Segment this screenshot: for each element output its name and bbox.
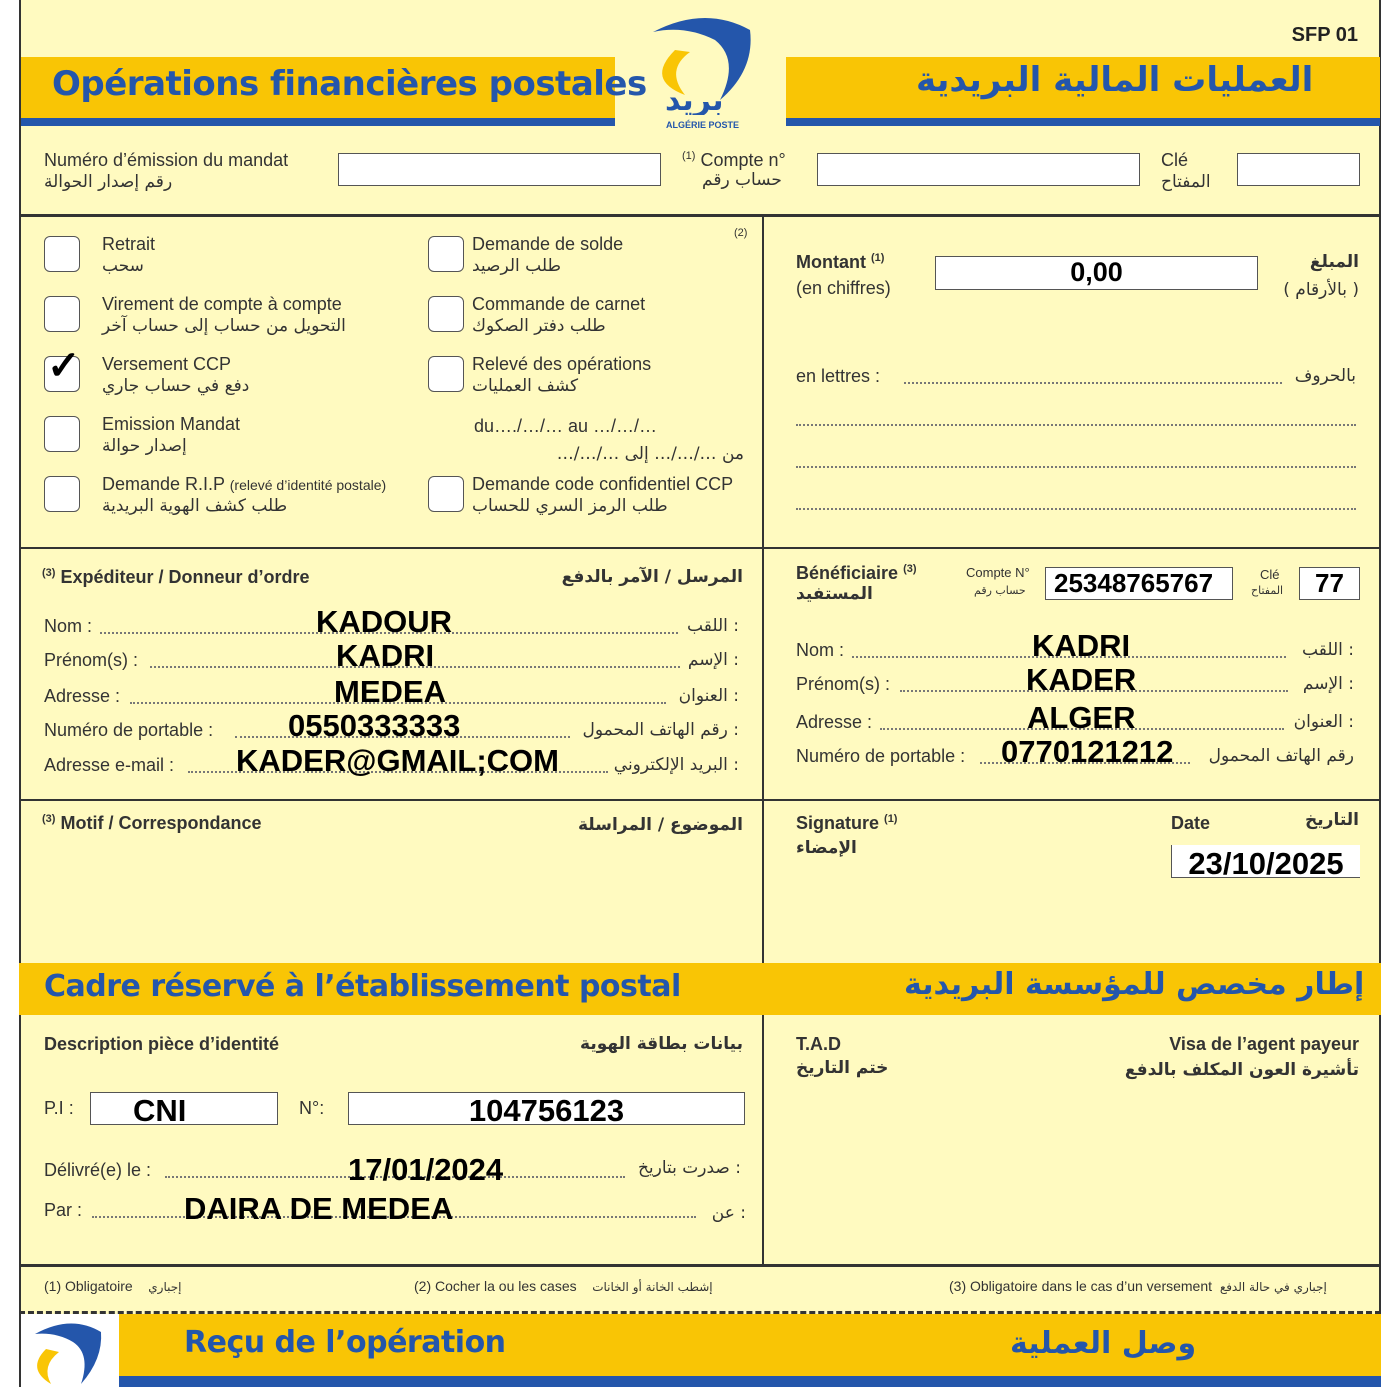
montant-label-fr: Montant xyxy=(796,252,866,272)
visa-label-ar: تأشيرة العون المكلف بالدفع xyxy=(1124,1060,1359,1080)
divider xyxy=(762,215,764,963)
ben-compte-label-fr: Compte N° xyxy=(966,565,1030,580)
operation-label-ar: طلب الرصيد xyxy=(472,256,562,276)
operation-label-fr: Commande de carnet xyxy=(472,294,646,314)
lettres-label-fr: en lettres : xyxy=(796,366,881,386)
operation-checkbox[interactable] xyxy=(44,296,80,332)
note-marker: (1) xyxy=(884,813,898,825)
compte-label-fr: Compte n° xyxy=(700,150,786,170)
operation-checkbox[interactable] xyxy=(428,296,464,332)
tad-label-fr: T.A.D xyxy=(796,1034,841,1054)
beneficiary-account-input[interactable]: 25348765767 xyxy=(1045,567,1233,600)
footnote-ar: إشطب الخانة أو الخانات xyxy=(592,1280,713,1294)
operation-label-ar: طلب الرمز السري للحساب xyxy=(472,496,668,516)
blue-rule xyxy=(21,118,615,126)
prenom-label-ar: : الإسم xyxy=(687,650,739,670)
footnote-2 xyxy=(414,1278,713,1294)
operation-checkbox[interactable] xyxy=(44,416,80,452)
adresse-label-fr: Adresse : xyxy=(44,686,121,706)
visa-label-fr: Visa de l’agent payeur xyxy=(1169,1034,1359,1054)
blue-rule xyxy=(119,1376,1381,1387)
operation-label-fr: Relevé des opérations xyxy=(472,354,652,374)
checkmark-icon: ✓ xyxy=(47,344,81,388)
svg-text:بريد: بريد xyxy=(665,83,724,115)
montant-label-fr2: (en chiffres) xyxy=(796,278,891,298)
tel-value: 0550333333 xyxy=(288,708,461,743)
desc-label-fr: Description pièce d’identité xyxy=(44,1034,280,1054)
adresse-label-fr: Adresse : xyxy=(796,712,873,732)
mandat-label-fr: Numéro d’émission du mandat xyxy=(44,150,289,170)
nom-label-ar: : اللقب xyxy=(687,616,739,636)
receipt-logo xyxy=(21,1314,119,1387)
operation-label-fr: Emission Mandat xyxy=(102,414,241,434)
note-marker: (3) xyxy=(42,813,56,825)
note-marker: (1) xyxy=(871,252,885,264)
id-number-label: N°: xyxy=(299,1098,325,1118)
algerie-poste-logo xyxy=(645,10,760,130)
operation-label-ar: طلب دفتر الصكوك xyxy=(472,316,606,336)
id-number-input[interactable]: 104756123 xyxy=(348,1092,745,1125)
id-type-input[interactable]: CNI xyxy=(90,1092,278,1125)
period-fr: du…./…/… au …/…/… xyxy=(474,416,658,436)
logo-text: ALGÉRIE POSTE xyxy=(665,120,739,130)
par-label-ar: : عن xyxy=(711,1203,746,1223)
motif-title-fr: Motif / Correspondance xyxy=(60,813,262,833)
ben-cle-label-fr: Clé xyxy=(1260,567,1280,582)
email-value: KADER@GMAIL;COM xyxy=(236,743,559,778)
operation-label-ar: كشف العمليات xyxy=(472,376,579,396)
date-input[interactable]: 23/10/2025 xyxy=(1171,845,1360,878)
email-label-ar: : البريد الإلكتروني xyxy=(613,755,739,775)
prenom-label-fr: Prénom(s) : xyxy=(44,650,139,670)
tel-label-ar: : رقم الهاتف المحمول xyxy=(582,720,739,740)
beneficiaire-title-ar: المستفيد xyxy=(796,584,873,604)
operation-checkbox[interactable] xyxy=(44,236,80,272)
footnote-fr: (3) Obligatoire dans le cas d’un versement xyxy=(949,1278,1213,1294)
divider xyxy=(19,1264,1381,1267)
operation-label-fr: Demande R.I.P (relevé d’identité postale) xyxy=(102,474,387,494)
amount-words-line[interactable] xyxy=(796,466,1356,468)
delivre-label-ar: : صدرت بتاريخ xyxy=(637,1158,741,1178)
operation-checkbox[interactable] xyxy=(44,476,80,512)
operation-label-ar: دفع في حساب جاري xyxy=(102,376,250,396)
divider xyxy=(19,547,1381,549)
operation-checkbox[interactable] xyxy=(428,356,464,392)
form-code: SFP 01 xyxy=(1291,24,1358,46)
key-input[interactable] xyxy=(1237,153,1360,186)
operation-label-ar: طلب كشف الهوية البريدية xyxy=(102,496,288,516)
date-label-ar: التاريخ xyxy=(1305,810,1359,830)
title-fr: Opérations financières postales xyxy=(52,64,647,104)
tel-value: 0770121212 xyxy=(1001,734,1174,769)
adresse-value: ALGER xyxy=(1027,700,1136,735)
prenom-label-fr: Prénom(s) : xyxy=(796,674,891,694)
postal-title-ar: إطار مخصص للمؤسسة البريدية xyxy=(904,967,1365,1002)
operation-label-fr: Virement de compte à compte xyxy=(102,294,342,314)
expediteur-title-fr: Expéditeur / Donneur d’ordre xyxy=(60,567,310,587)
operation-checkbox[interactable] xyxy=(428,236,464,272)
amount-input[interactable]: 0,00 xyxy=(935,256,1258,290)
issue-date-value: 17/01/2024 xyxy=(348,1152,504,1187)
note-marker: (3) xyxy=(42,567,56,579)
desc-label-ar: بيانات بطاقة الهوية xyxy=(580,1034,743,1054)
operation-label-fr: Versement CCP xyxy=(102,354,232,374)
motif-title-ar: الموضوع / المراسلة xyxy=(578,815,743,835)
operation-label-fr: Demande code confidentiel CCP xyxy=(472,474,734,494)
ben-cle-label-ar: المفتاح xyxy=(1251,584,1284,597)
pi-label: P.I : xyxy=(44,1098,74,1118)
operation-label-fr: Retrait xyxy=(102,234,156,254)
tel-label-fr: Numéro de portable : xyxy=(796,746,966,766)
email-label-fr: Adresse e-mail : xyxy=(44,755,175,775)
mandat-number-input[interactable] xyxy=(338,153,661,186)
nom-label-fr: Nom : xyxy=(796,640,845,660)
footnote-3 xyxy=(949,1278,1327,1294)
beneficiary-key-input[interactable]: 77 xyxy=(1299,567,1360,600)
amount-words-line[interactable] xyxy=(796,424,1356,426)
amount-words-line[interactable] xyxy=(904,382,1282,384)
lettres-label-ar: بالحروف xyxy=(1294,366,1356,386)
receipt-title-ar: وصل العملية xyxy=(1010,1326,1197,1361)
nom-value: KADOUR xyxy=(316,604,453,639)
adresse-value: MEDEA xyxy=(334,674,446,709)
operation-checkbox[interactable] xyxy=(428,476,464,512)
operation-label-ar: إصدار حوالة xyxy=(102,436,187,456)
postal-title-fr: Cadre réservé à l’établissement postal xyxy=(44,969,681,1004)
divider xyxy=(19,799,1381,801)
prenom-value: KADRI xyxy=(336,638,435,673)
tad-label-ar: ختم التاريخ xyxy=(796,1058,889,1078)
signature-label-fr: Signature xyxy=(796,813,880,833)
issuer-value: DAIRA DE MEDEA xyxy=(184,1191,454,1226)
note-marker: (3) xyxy=(903,563,917,575)
operation-checkbox[interactable] xyxy=(44,344,81,392)
receipt-title-fr: Reçu de l’opération xyxy=(184,1325,506,1360)
period-ar: من …/…/… إلى …/…/… xyxy=(556,444,744,464)
cle-label-ar: المفتاح xyxy=(1161,172,1211,192)
title-ar: العمليات المالية البريدية xyxy=(916,60,1314,100)
operation-label-ar: سحب xyxy=(102,256,144,276)
beneficiaire-title-fr: Bénéficiaire xyxy=(796,563,899,583)
footnote-ar: إجباري xyxy=(148,1280,182,1294)
operation-label-fr: Demande de solde xyxy=(472,234,624,254)
tel-label-fr: Numéro de portable : xyxy=(44,720,214,740)
cle-label-fr: Clé xyxy=(1161,150,1189,170)
adresse-label-ar: : العنوان xyxy=(1293,712,1354,732)
note-marker: (2) xyxy=(734,227,748,239)
par-label-fr: Par : xyxy=(44,1200,83,1220)
footnote-ar: إجباري في حالة الدفع xyxy=(1219,1280,1327,1294)
compte-label-ar: حساب رقم xyxy=(702,170,782,190)
divider xyxy=(19,214,1381,217)
operation-label-ar: التحويل من حساب إلى حساب آخر xyxy=(102,316,346,336)
montant-label-ar: المبلغ xyxy=(1309,252,1359,272)
blue-rule xyxy=(786,118,1380,126)
date-label-fr: Date xyxy=(1171,813,1211,833)
footnote-fr: (2) Cocher la ou les cases xyxy=(414,1278,577,1294)
delivre-label-fr: Délivré(e) le : xyxy=(44,1160,152,1180)
prenom-label-ar: : الإسم xyxy=(1302,674,1354,694)
adresse-label-ar: : العنوان xyxy=(678,686,739,706)
tel-label-ar: رقم الهاتف المحمول xyxy=(1208,746,1354,766)
ben-compte-label-ar: حساب رقم xyxy=(974,584,1026,597)
signature-label-ar: الإمضاء xyxy=(796,838,857,858)
footnote-fr: (1) Obligatoire xyxy=(44,1278,133,1294)
nom-value: KADRI xyxy=(1032,628,1131,663)
amount-words-line[interactable] xyxy=(796,508,1356,510)
prenom-value: KADER xyxy=(1026,662,1137,697)
nom-label-fr: Nom : xyxy=(44,616,93,636)
account-number-input[interactable] xyxy=(817,153,1140,186)
montant-label-ar2: ( بالأرقام ) xyxy=(1283,280,1359,300)
note-marker: (1) xyxy=(682,150,696,162)
footnote-1 xyxy=(44,1278,181,1294)
divider xyxy=(762,1015,764,1265)
nom-label-ar: : اللقب xyxy=(1302,640,1354,660)
mandat-label-ar: رقم إصدار الحوالة xyxy=(44,172,173,192)
expediteur-title-ar: المرسل / الآمر بالدفع xyxy=(561,567,743,587)
